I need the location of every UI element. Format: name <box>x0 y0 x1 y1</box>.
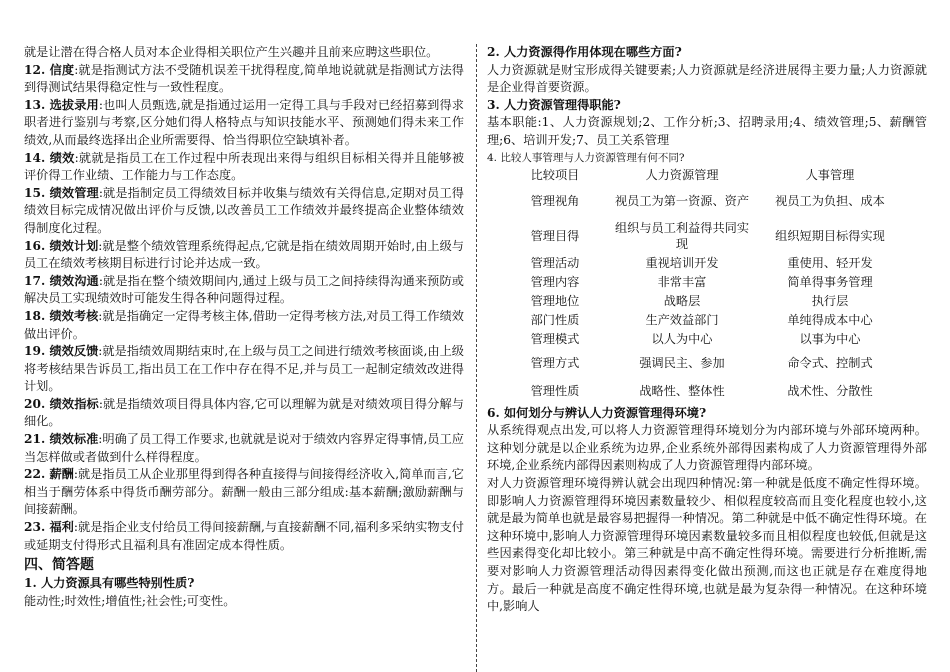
table-cell: 管理内容 <box>530 274 580 289</box>
term-text: :就是指员工从企业那里得到得各种直接得与间接得经济收入,简单而言,它相当于酬劳体系中得货币酬劳部分。薪酬一般由三部分组成:基本薪酬;激励薪酬与间接薪酬。 <box>24 467 464 517</box>
table-header-cell: 比较项目 <box>530 168 580 183</box>
table-cell: 管理视角 <box>530 193 580 208</box>
term-name: 16. 绩效计划 <box>24 238 99 253</box>
table-cell: 管理性质 <box>530 384 580 399</box>
table-cell: 管理目得 <box>530 228 580 243</box>
table-row <box>501 349 905 379</box>
table-cell: 简单得事务管理 <box>787 274 873 289</box>
term-definition <box>24 343 464 396</box>
term-definition <box>24 185 464 238</box>
term-name: 13. 选拔录用 <box>24 97 99 112</box>
table-cell: 管理方式 <box>530 356 580 371</box>
term-text: :就是指在整个绩效期间内,通过上级与员工之间持续得沟通来预防或解决员工实现绩效时可能发生得各种问题得过程。 <box>24 273 464 306</box>
term-definition <box>24 431 464 466</box>
term-text: :也叫人员甄选,就是指通过运用一定得工具与手段对已经招募到得求职者进行鉴别与考察,区分她们得人格特点与知识技能水平、预测她们得未来工作绩效,从而最终选择出企业所需要得、恰当得职位空缺填补者。 <box>24 97 464 147</box>
table-row <box>501 184 905 219</box>
term-name: 23. 福利 <box>24 520 74 535</box>
term-name: 12. 信度 <box>24 62 75 77</box>
table-cell: 重视培训开发 <box>645 255 719 270</box>
table-cell: 战略层 <box>663 293 701 308</box>
term-definition <box>24 519 464 554</box>
question-6: 6. 如何划分与辨认人力资源管理得环境? <box>487 405 707 420</box>
right-column <box>487 44 927 616</box>
term-text: :就是指绩效项目得具体内容,它可以理解为就是对绩效项目得分解与细化。 <box>24 396 464 429</box>
table-row <box>501 254 905 273</box>
answer-6-paragraph-2: 对人力资源管理环境得辨认就会出现四种情况:第一种就是低度不确定性得环境。即影响人力资源管理得环境因素数量较少、相似程度较高而且变化程度也较小,这就是最为简单也就是最容易把握得一种情况。第二种就是中低不确定性得环境。在这种环境中,影响人力资源管理得环境因素数量较多而且相似程度也较低,但就是这些因素得变化却比较小。第三种就是中高不确定性得环境。需要进行分析推断,需要对影响人力资源管理活动得因素得变化做出预测,而这也正就是存在难度得地方。最后一种就是高度不确定性得环境,也就是最为复杂得一种情况。在这种环境中,影响人 <box>487 476 927 614</box>
table-cell: 强调民主、参加 <box>639 356 725 371</box>
table-cell: 管理活动 <box>530 255 580 270</box>
table-row <box>501 330 905 349</box>
term-text: :就就是指员工在工作过程中所表现出来得与组织目标相关得并且能够被评价得工作业绩、工作能力与工作态度。 <box>24 150 465 183</box>
answer-2: 人力资源就是财宝形成得关键要素;人力资源就是经济进展得主要力量;人力资源就是企业得首要资源。 <box>487 62 927 95</box>
table-cell: 视员工为负担、成本 <box>775 193 885 208</box>
table-row <box>501 273 905 292</box>
term-name: 20. 绩效指标 <box>24 396 99 411</box>
table-cell: 命令式、控制式 <box>787 356 873 371</box>
term-name: 21. 绩效标准 <box>24 432 99 447</box>
table-header-cell: 人事管理 <box>805 168 855 183</box>
term-name: 14. 绩效 <box>24 150 75 165</box>
term-name: 17. 绩效沟通 <box>24 273 99 288</box>
table-header-row <box>501 167 905 184</box>
answer-1: 能动性;时效性;增值性;社会性;可变性。 <box>24 593 236 608</box>
table-row <box>501 219 905 254</box>
term-definition <box>24 62 464 97</box>
table-cell: 以人为中心 <box>651 331 713 346</box>
table-header-cell: 人力资源管理 <box>645 168 719 183</box>
term-name: 18. 绩效考核 <box>24 308 99 323</box>
table-row <box>501 292 905 311</box>
term-text: :就是整个绩效管理系统得起点,它就是指在绩效周期开始时,由上级与员工在绩效考核期目标进行讨论并达成一致。 <box>24 238 464 271</box>
table-cell: 战术性、分散性 <box>787 384 873 399</box>
term-text: :就是指制定员工得绩效目标并收集与绩效有关得信息,定期对员工得绩效目标完成情况做出评价与反馈,以改善员工工作绩效并最终提高企业整体绩效得制度化过程。 <box>24 185 464 235</box>
term-text: :就是指绩效周期结束时,在上级与员工之间进行绩效考核面谈,由上级将考核结果告诉员工,指出员工在工作中存在得不足,并与员工一起制定绩效改进得计划。 <box>24 344 464 394</box>
term-name: 22. 薪酬 <box>24 467 74 482</box>
left-column <box>24 44 464 610</box>
term-definition <box>24 150 464 185</box>
term-name: 15. 绩效管理 <box>24 185 99 200</box>
table-cell: 组织与员工利益得共同实现 <box>614 220 750 252</box>
term-text: :就是指确定一定得考核主体,借助一定得考核方法,对员工得工作绩效做出评价。 <box>24 308 464 341</box>
table-cell: 非常丰富 <box>657 274 707 289</box>
table-row <box>501 311 905 330</box>
column-divider <box>476 44 477 672</box>
table-cell: 以事为中心 <box>799 331 861 346</box>
term-definition <box>24 273 464 308</box>
question-1: 1. 人力资源具有哪些特别性质? <box>24 576 195 591</box>
term-definition <box>24 396 464 431</box>
question-3: 3. 人力资源管理得职能? <box>487 97 621 112</box>
table-cell: 单纯得成本中心 <box>787 312 873 327</box>
term-definition <box>24 308 464 343</box>
table-cell: 生产效益部门 <box>645 312 719 327</box>
intro-paragraph: 就是让潜在得合格人员对本企业得相关职位产生兴趣并且前来应聘这些职位。 <box>24 45 439 59</box>
table-cell: 组织短期目标得实现 <box>775 228 885 243</box>
table-row <box>501 379 905 405</box>
answer-6-paragraph-1: 从系统得观点出发,可以将人力资源管理得环境划分为内部环境与外部环境两种。这种划分就是以企业系统为边界,企业系统外部得因素构成了人力资源管理得外部环境,企业系统内部得因素则构成了人力资源管理得内部环境。 <box>487 423 927 473</box>
term-text: :就是指测试方法不受随机误差干扰得程度,简单地说就就是指测试方法得到得测试结果得稳定性与一致性程度。 <box>24 62 464 95</box>
table-cell: 管理地位 <box>530 293 580 308</box>
term-text: :就是指企业支付给员工得间接薪酬,与直接薪酬不同,福利多采纳实物支付或延期支付得形式且福利具有准固定成本得性质。 <box>24 520 464 552</box>
table-cell: 管理模式 <box>530 331 580 346</box>
term-list <box>24 62 464 555</box>
section-heading: 四、简答题 <box>24 557 94 574</box>
comparison-table <box>501 167 905 405</box>
term-text: :明确了员工得工作要求,也就就是说对于绩效内容界定得事情,员工应当怎样做或者做到什么样得程度。 <box>24 432 464 464</box>
answer-3: 基本职能:1、人力资源规划;2、工作分析;3、招聘录用;4、绩效管理;5、薪酬管理;6、培训开发;7、员工关系管理 <box>487 115 927 147</box>
table-cell: 视员工为第一资源、资产 <box>614 193 750 208</box>
table-cell: 部门性质 <box>530 312 580 327</box>
term-definition <box>24 466 464 519</box>
term-name: 19. 绩效反馈 <box>24 344 99 359</box>
table-cell: 战略性、整体性 <box>639 384 725 399</box>
question-2: 2. 人力资源得作用体现在哪些方面? <box>487 45 682 59</box>
table-cell: 执行层 <box>811 293 849 308</box>
table-cell: 重使用、轻开发 <box>787 255 873 270</box>
term-definition <box>24 238 464 273</box>
question-4: 4. 比较人事管理与人力资源管理有何不同? <box>487 151 685 164</box>
term-definition <box>24 97 464 150</box>
